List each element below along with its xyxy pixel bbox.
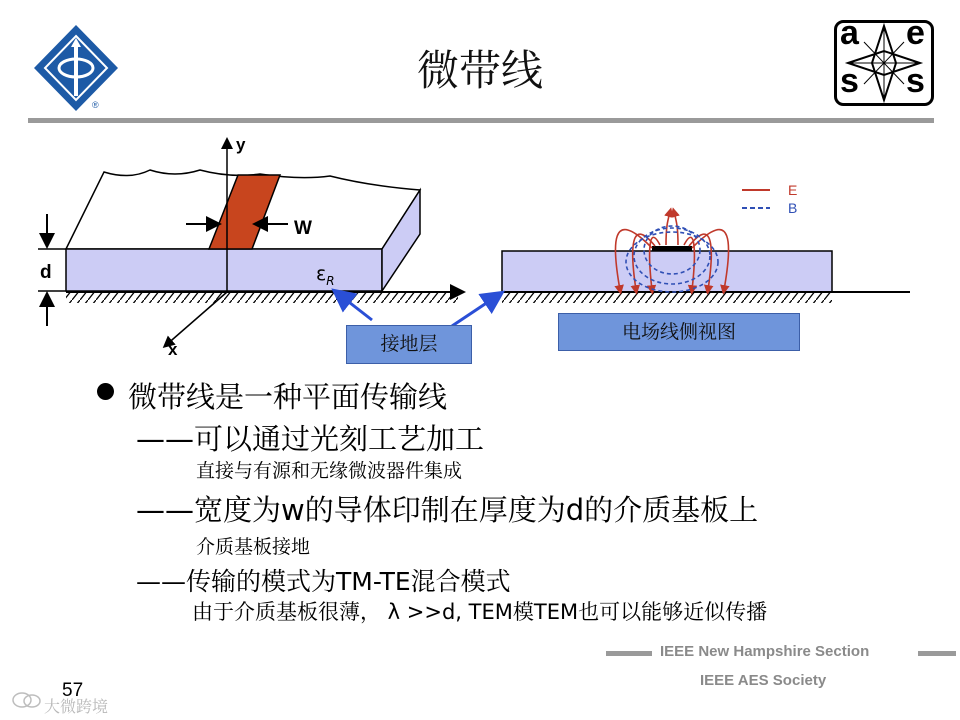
aes-letter-s2: s	[906, 62, 925, 100]
permittivity-subscript: R	[326, 274, 335, 288]
footer-bar-left	[606, 651, 652, 656]
ground-plane-label: 接地层	[346, 325, 472, 364]
title-divider	[28, 118, 934, 123]
line-photolithography: ——可以通过光刻工艺加工	[136, 422, 485, 456]
legend-e-label: E	[788, 182, 798, 198]
line-tem-approx: 由于介质基板很薄， λ >>d, TEM模TEM也可以能够近似传播	[192, 600, 768, 624]
aes-letter-s1: s	[840, 62, 859, 100]
aes-letter-a: a	[840, 14, 859, 52]
microstrip-diagram	[0, 125, 960, 370]
line-integration: 直接与有源和无缘微波器件集成	[196, 460, 463, 482]
x-axis-label: x	[168, 340, 178, 359]
svg-text:®: ®	[92, 100, 99, 110]
permittivity-symbol: ε	[316, 263, 327, 285]
page-number: 57	[62, 680, 84, 701]
watermark-icon	[12, 690, 42, 710]
ground-pointer-right	[452, 294, 500, 326]
bullet-planar-line: 微带线是一种平面传输线	[128, 380, 448, 414]
line-conductor-width: ——宽度为w的导体印制在厚度为d的介质基板上	[136, 493, 759, 527]
aes-letter-e: e	[906, 14, 925, 52]
left-ground-hatch	[66, 293, 458, 303]
footer-section: IEEE New Hampshire Section	[660, 643, 870, 660]
side-view-label: 电场线侧视图	[558, 313, 800, 351]
width-label: W	[294, 218, 312, 239]
thickness-label: d	[40, 262, 52, 283]
side-conductor	[652, 246, 692, 251]
line-substrate-ground: 介质基板接地	[196, 536, 311, 558]
footer-bar-right	[918, 651, 956, 656]
side-substrate	[502, 251, 832, 292]
y-axis-label: y	[236, 135, 246, 154]
footer-society: IEEE AES Society	[700, 672, 827, 689]
right-ground-hatch	[502, 293, 832, 303]
legend-b-label: B	[788, 200, 798, 216]
bullet-dot	[97, 383, 114, 400]
slide-title: 微带线	[416, 46, 543, 95]
line-mode: ——传输的模式为TM-TE混合模式	[136, 567, 511, 596]
watermark: 大微跨境	[44, 697, 109, 716]
chat-bubble-icon	[12, 690, 42, 710]
